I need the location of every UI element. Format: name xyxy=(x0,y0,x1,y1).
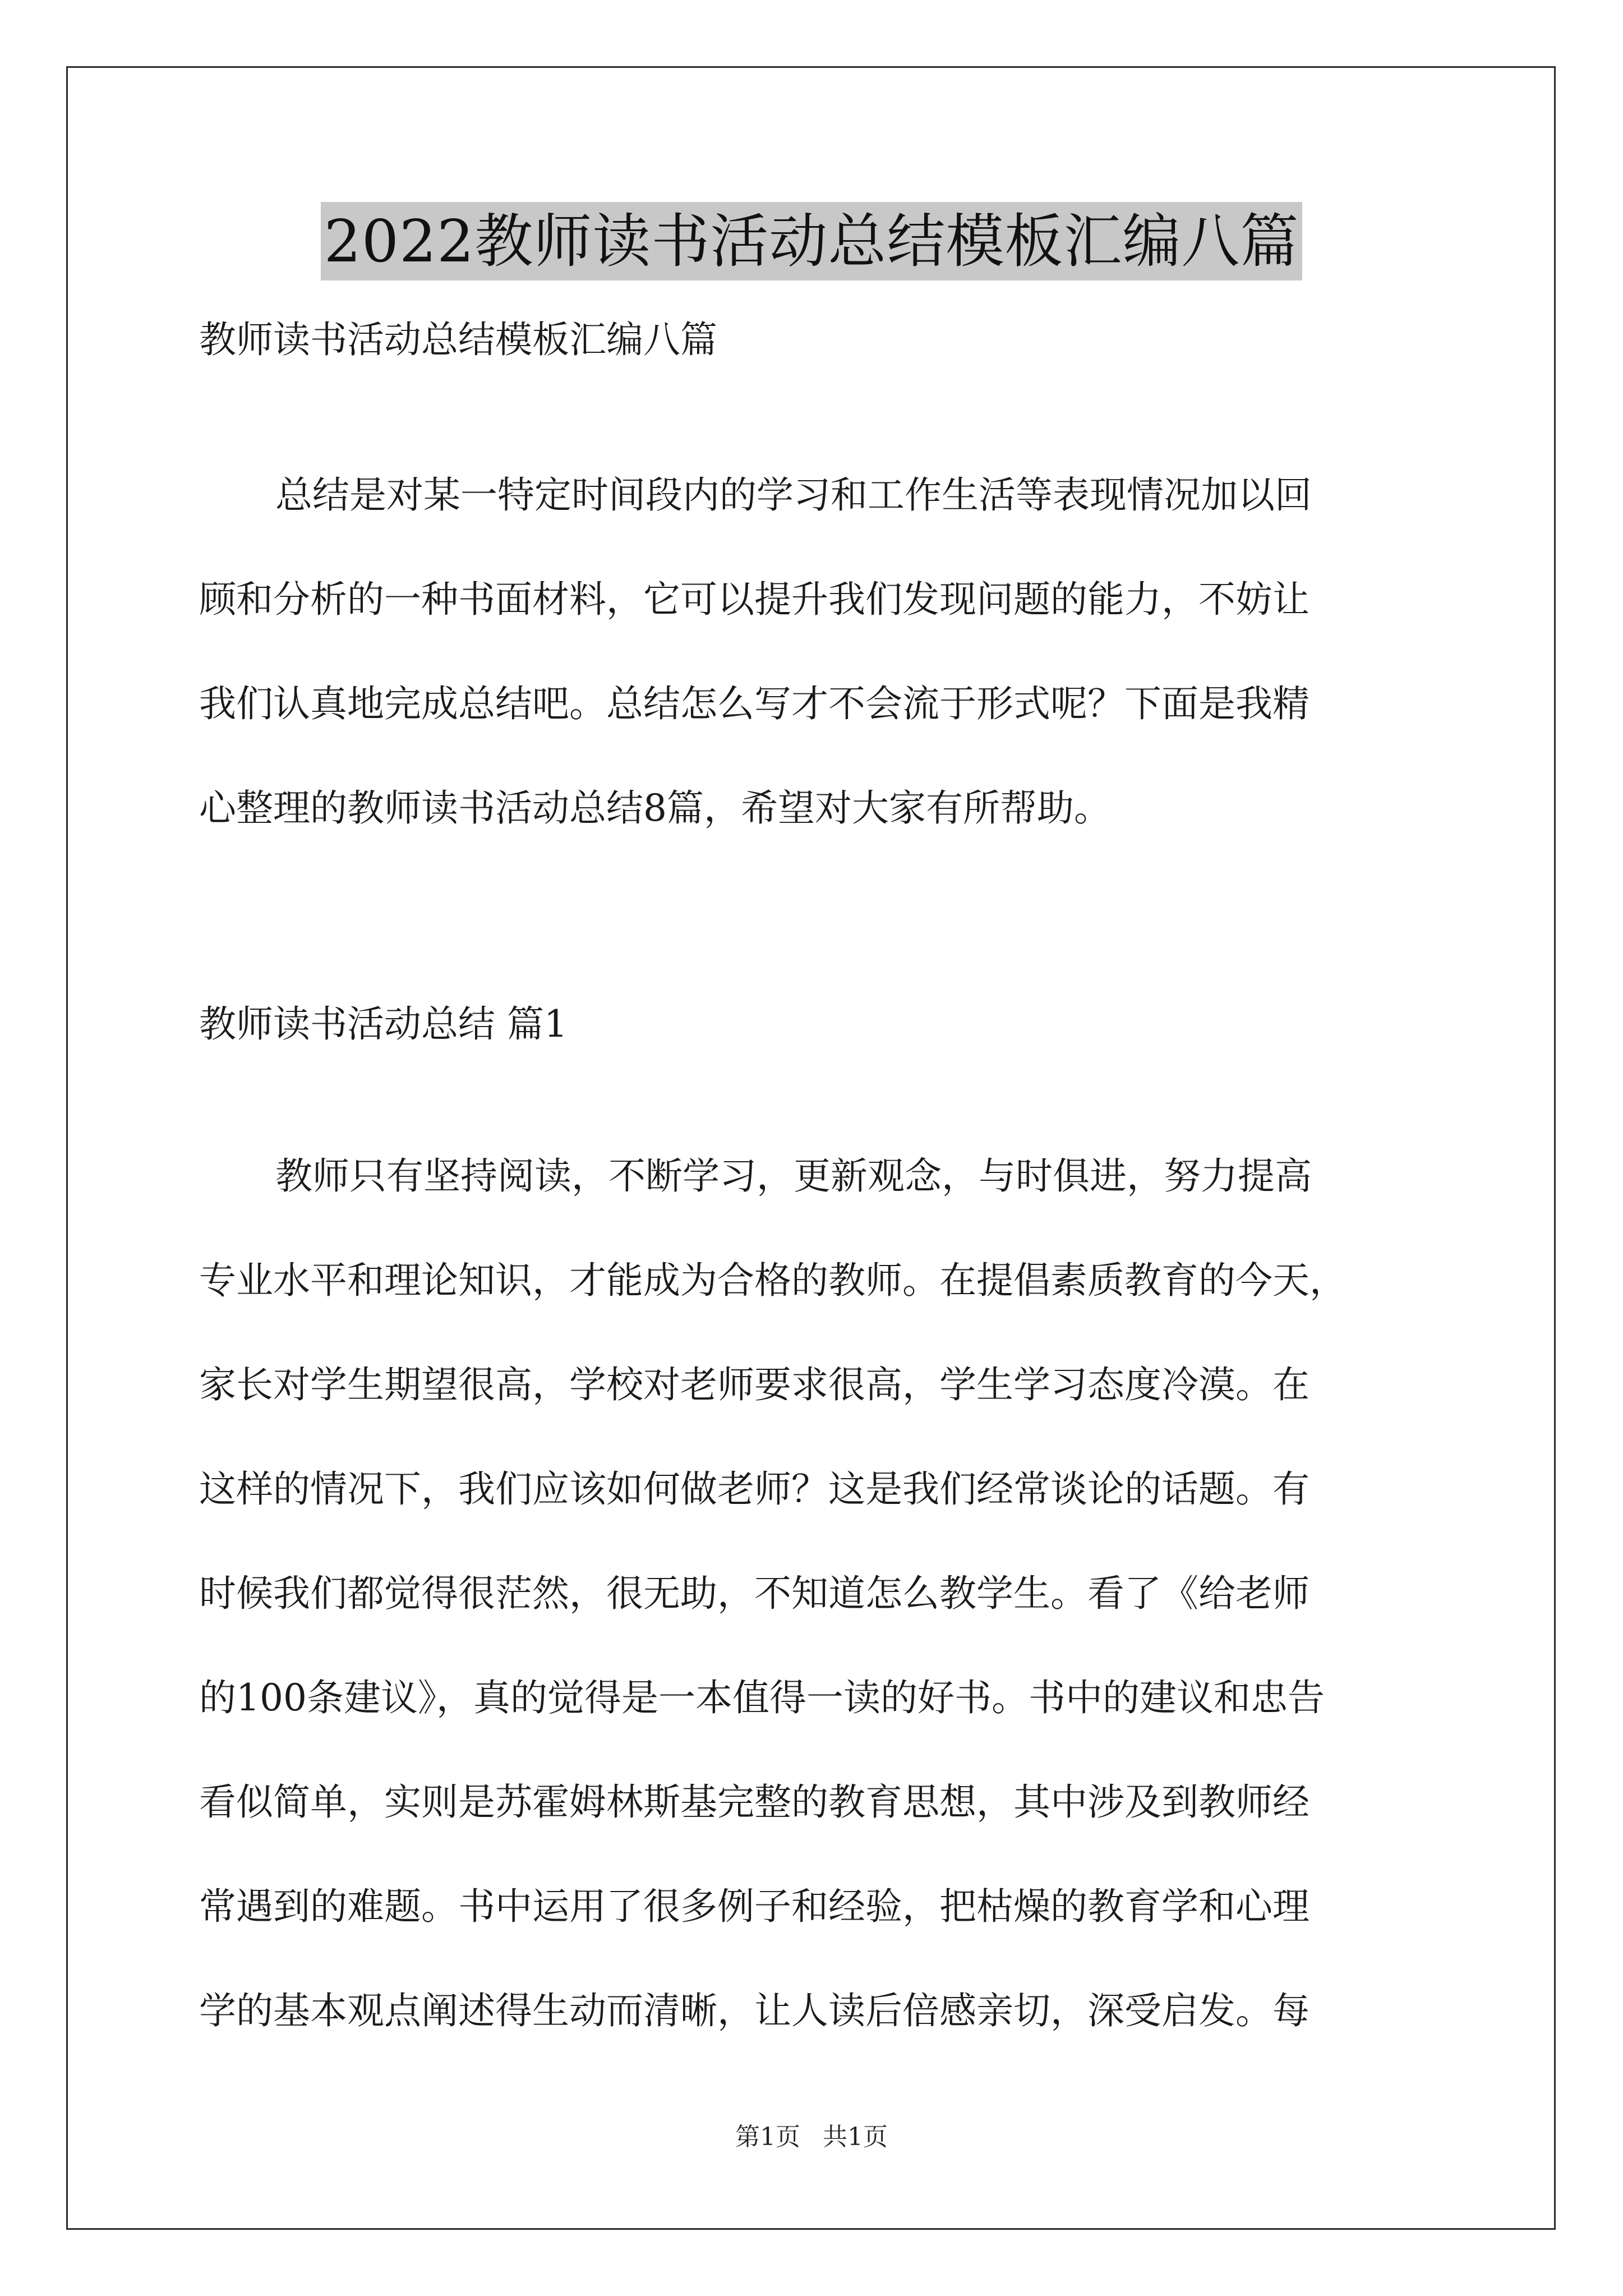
body-line: 这样的情况下，我们应该如何做老师？这是我们经常谈论的话题。有 xyxy=(199,1467,1310,1511)
body-line: 家长对学生期望很高，学校对老师要求很高，学生学习态度冷漠。在 xyxy=(199,1363,1310,1406)
intro-line: 我们认真地完成总结吧。总结怎么写才不会流于形式呢？下面是我精 xyxy=(199,682,1310,725)
body-line: 教师只有坚持阅读，不断学习，更新观念，与时俱进，努力提高 xyxy=(275,1154,1312,1198)
body-line: 学的基本观点阐述得生动而清晰，让人读后倍感亲切，深受启发。每 xyxy=(199,1989,1310,2032)
intro-line: 心整理的教师读书活动总结8篇，希望对大家有所帮助。 xyxy=(199,786,1111,830)
intro-line: 顾和分析的一种书面材料，它可以提升我们发现问题的能力，不妨让 xyxy=(199,578,1310,621)
page-number: 第1页 xyxy=(735,2123,800,2151)
section-1-paragraph xyxy=(199,1124,1455,2063)
document-title-container xyxy=(0,202,1623,280)
document-title: 2022教师读书活动总结模板汇编八篇 xyxy=(321,202,1303,280)
page-footer xyxy=(0,2120,1623,2154)
body-line: 时候我们都觉得很茫然，很无助，不知道怎么教学生。看了《给老师 xyxy=(199,1572,1310,1615)
body-line: 看似简单，实则是苏霍姆林斯基完整的教育思想，其中涉及到教师经 xyxy=(199,1780,1310,1824)
document-subtitle: 教师读书活动总结模板汇编八篇 xyxy=(199,318,717,361)
body-line: 专业水平和理论知识，才能成为合格的教师。在提倡素质教育的今天， xyxy=(199,1259,1347,1302)
body-line: 的100条建议》，真的觉得是一本值得一读的好书。书中的建议和忠告 xyxy=(199,1676,1325,1719)
page-total: 共1页 xyxy=(823,2123,888,2151)
section-heading: 教师读书活动总结 篇1 xyxy=(199,1002,568,1046)
intro-line: 总结是对某一特定时间段内的学习和工作生活等表现情况加以回 xyxy=(275,473,1312,517)
body-line: 常遇到的难题。书中运用了很多例子和经验，把枯燥的教育学和心理 xyxy=(199,1885,1310,1928)
intro-paragraph xyxy=(199,443,1455,861)
